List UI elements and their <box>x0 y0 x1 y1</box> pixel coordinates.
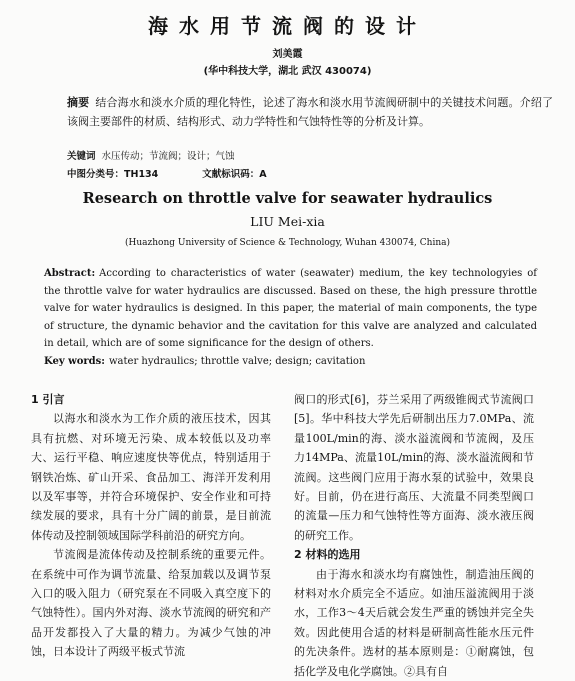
body-column-left <box>31 390 271 662</box>
classification-line <box>67 166 553 180</box>
affiliation-cn: (华中科技大学，湖北 武汉 430074) <box>203 66 372 77</box>
affiliation-en: (Huazhong University of Science & Technology, Wuhan 430074, China) <box>124 238 450 248</box>
keywords-en-text: water hydraulics; throttle valve; design; cavitation <box>109 356 366 367</box>
doc-code-label: 文献标识码： <box>202 169 260 180</box>
title-cn: 海水用节流阀的设计 <box>148 14 427 38</box>
keywords-cn-text: 水压传动；节流阀；设计；气蚀 <box>101 151 235 162</box>
abstract-cn-label: 摘要 <box>67 96 90 109</box>
body-paragraph: 阀口的形式[6]，芬兰采用了两级锥阀式节流阀口[5]。华中科技大学先后研制出压力7.0MPa、流量100L/min的海、淡水溢流阀和节流阀，及压力14MPa、流量10L/min的海、淡水溢流阀和节流阀。这些阀门应用于海水泵的试验中，效果良好。目前，仍在进行高压、大流量不同类型阀口的流量—压力和气蚀特性等方面海、淡水液压阀的研究工作。 <box>294 393 534 542</box>
title-en: Research on throttle valve for seawater hydraulics <box>82 190 493 207</box>
section-heading-introduction: 1 引言 <box>31 393 65 406</box>
body-paragraph: 由于海水和淡水均有腐蚀性，制造油压阀的材料对水介质完全不适应。如油压溢流阀用于淡水，工作3～4天后就会发生严重的锈蚀并完全失效。因此使用合适的材料是研制高性能水压元件的先决条件。选材的基本原则是：①耐腐蚀，包括化学及电化学腐蚀。②具有自 <box>294 567 534 678</box>
abstract-en <box>44 265 537 353</box>
abstract-cn-text: 结合海水和淡水介质的理化特性，论述了海水和淡水用节流阀研制中的关键技术问题。介绍了该阀主要部件的材质、结构形式、动力学特性和气蚀特性等的分析及计算。 <box>67 96 554 128</box>
body-paragraph: 以海水和淡水为工作介质的液压技术，因其具有抗燃、对环境无污染、成本较低以及功率大、运行平稳、响应速度快等优点，特别适用于钢铁冶炼、矿山开采、食品加工、海洋开发利用以及军事等，并符合环境保护、安全作业和可持续发展的要求，具有十分广阔的前景，是目前流体传动及控制领域国际学科前沿的研究方向。 <box>31 412 271 542</box>
author-en: LIU Mei-xia <box>250 214 325 229</box>
abstract-en-label: Abstract: <box>44 268 96 279</box>
body-column-right <box>294 390 534 681</box>
author-cn: 刘美霞 <box>272 49 303 60</box>
keywords-en-label: Key words: <box>44 356 105 367</box>
doc-code: A <box>259 169 267 180</box>
section-heading-materials: 2 材料的选用 <box>294 548 361 562</box>
clc-code: TH134 <box>124 169 159 180</box>
body-paragraph: 节流阀是流体传动及控制系统的重要元件。在系统中可作为调节流量、给泵加载以及调节泵入口的吸入阻力（研究泵在不同吸入真空度下的气蚀特性）。国内外对海、淡水节流阀的研究和产品开发都投入了大量的精力。为减少气蚀的冲蚀，日本设计了两级平板式节流 <box>31 548 271 659</box>
keywords-cn <box>67 148 553 162</box>
abstract-en-text: According to characteristics of water (seawater) medium, the key technologyies of the throttle valve for water hydraulics are discussed. Based on these, the high pressure throttle valve for water hydraulics is designed. In this paper, the material of main components, the type of structure, the dynamic behavior and the cavitation for this valve are analyzed and calculated in detail, which are of some significance for the design of others. <box>44 268 537 350</box>
keywords-cn-label: 关键词 <box>67 151 96 162</box>
clc-label: 中图分类号： <box>67 169 125 180</box>
keywords-en <box>44 356 537 367</box>
abstract-cn <box>67 93 553 131</box>
